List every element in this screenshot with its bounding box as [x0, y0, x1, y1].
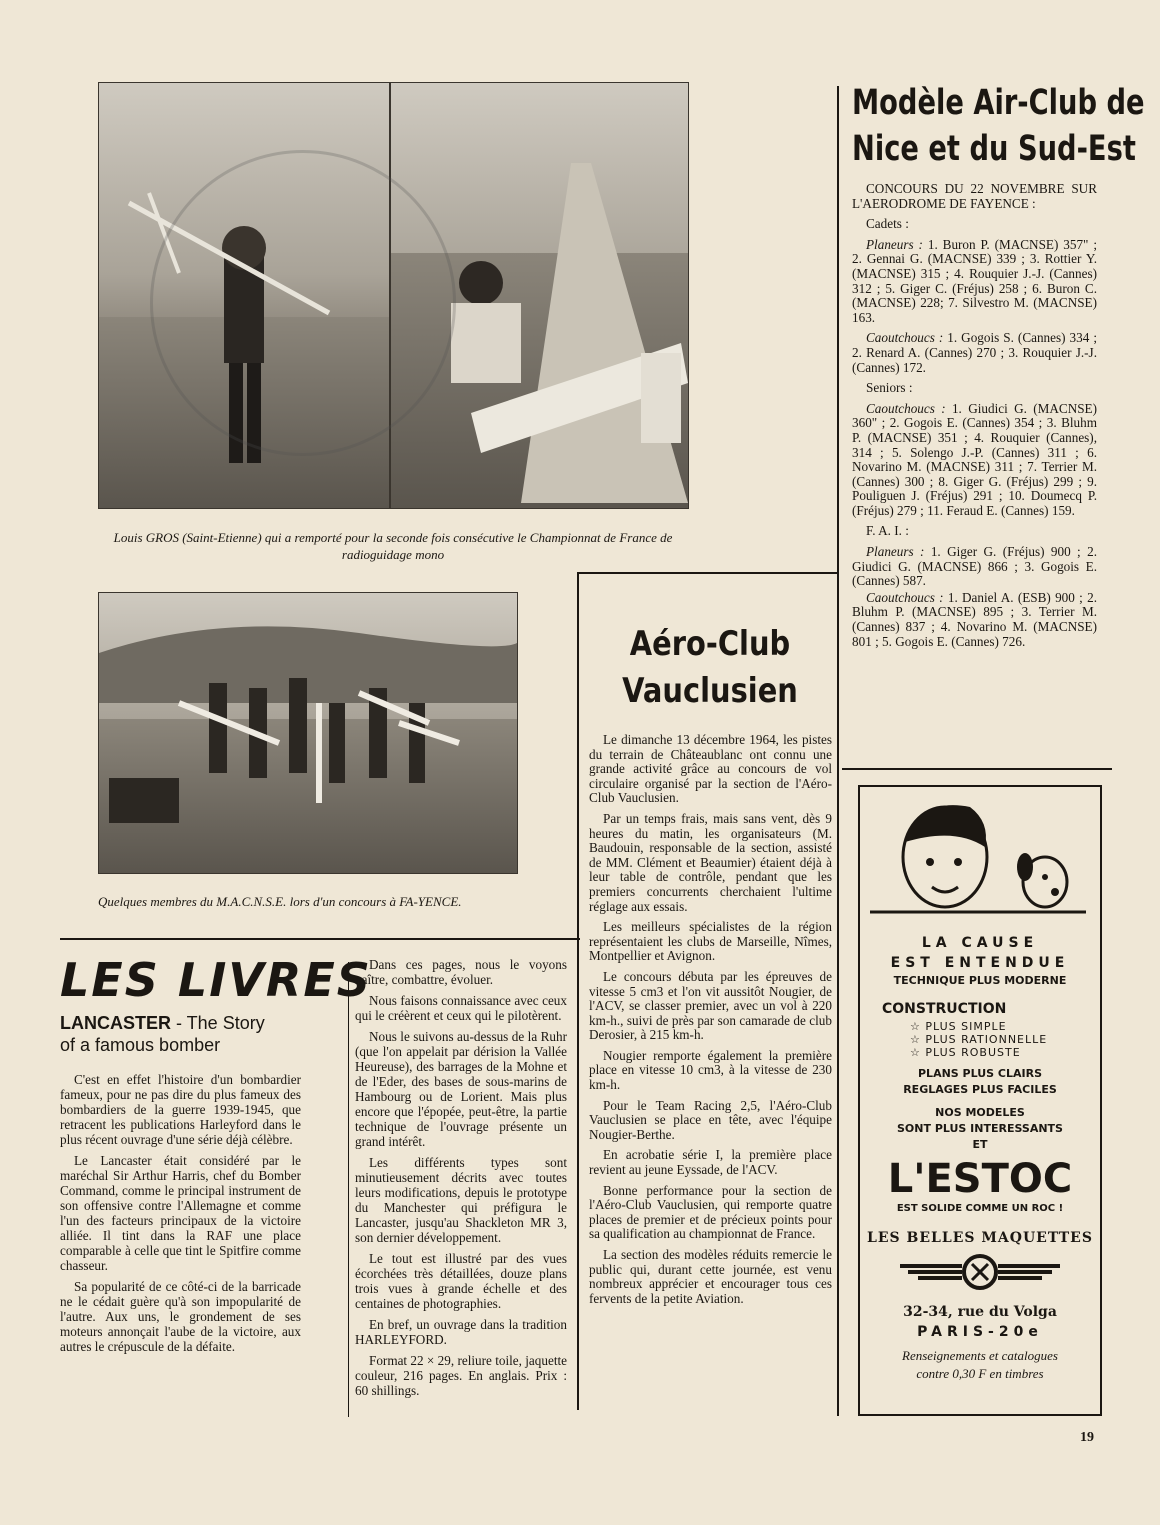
vaucluse-title: Aéro-Club Vauclusien	[622, 624, 798, 711]
star-icon: ☆	[910, 1033, 926, 1046]
star-icon: ☆	[910, 1046, 926, 1059]
photo-caption-1: Louis GROS (Saint-Etienne) qui a remporté pour la seconde fois consécutive le Championnat de France de radioguidage mono	[113, 530, 673, 562]
livres-column-2: Dans ces pages, nous le voyons naître, combattre, évoluer. Nous faisons connaissance avec ceux qui le créèrent et ceux qui le pilotèrent. Nous le suivons au-dessus de la Ruhr (que l'on appelait par dérision la Vallée Heureuse), des barrages de la Mohne et de l'Eder, des bases de sous-marins de Hambourg ou de Lorient. Mais plus encore que l'épopée, peut-être, la partie technique de l'ouvrage présente un grand intérêt. Les différents types sont minutieusement décrits avec toutes leurs modifications, depuis le prototype du Manchester qui préfigura le Lancaster, jusqu'au Shackleton MR 3, son dernier développement. Le tout est illustré par des vues écorchées très détaillées, douze plans trois vues à grande échelle et des centaines de photographies. En bref, un ouvrage dans la tradition HARLEYFORD. Format 22 × 29, reliure toile, jaquette couleur, 216 pages. En anglais. Prix : 60 shillings.	[355, 957, 567, 1398]
vaucluse-body: Le dimanche 13 décembre 1964, les pistes du terrain de Châteaublanc ont connu une grande activité grâce au concours de vol circulaire organisé par la section de l'Aéro-Club Vauclusien. Par un temps frais, mais sans vent, dès 9 heures du matin, les organisateurs (M. Baudouin, responsable de la section, assisté de MM. Clément et Beaumier) étaient déjà à leur table de contrôle, pendant que les premiers concurrents cherchaient l'ultime réglage aux essais. Les meilleurs spécialistes de la région représentaient les clubs de Marseille, Nîmes, Montpellier et Avignon. Le concours débuta par les épreuves de vitesse 5 cm3 et l'on vit aussitôt Nougier, de l'ACV, se classer premier, avec un vol à 220 km-h., suivi de près par son camarade de club Derosier, à 215 km-h. Nougier remporte également la première place en vitesse 10 cm3, à la vitesse de 230 km-h. Pour le Team Racing 2,5, l'Aéro-Club Vauclusien se place en tête, avec l'équipe Nougier-Berthe. En acrobatie série I, la première place revient au jeune Eyssade, de l'ACV. Bonne performance pour la section de l'Aéro-Club Vauclusien, qui remporte quatre places de premier et de précieux points pour sa qualification au championnat de France. La section des modèles réduits remercie le public qui, durant cette journée, est venu nombreux apprécier et encourager tous ces fervents de la petite Aviation.	[589, 732, 832, 1306]
macnse-title: Modèle Air-Club de Nice et du Sud-Est	[852, 83, 1145, 169]
macnse-results: CONCOURS DU 22 NOVEMBRE SUR L'AERODROME DE FAYENCE : Cadets : Planeurs : 1. Buron P. (MACNSE) 357" ; 2. Gennai G. (MACNSE) 339 ; 3. Rottier Y. (MACNSE) 315 ; 4. Rouquier J.-J. (Cannes) 312 ; 5. Giger C. (Fréjus) 258 ; 6. Buron C. (MACNSE) 228; 7. Silvestro M. (MACNSE) 163. Caoutchoucs : 1. Gogois S. (Cannes) 334 ; 2. Renard A. (Cannes) 270 ; 3. Rouquier J.-J. (Cannes) 172. Seniors : Caoutchoucs : 1. Giudici G. (MACNSE) 360" ; 2. Gogois E. (Cannes) 354 ; 3. Bluhm P. (MACNSE) 351 ; 4. Rouquier (Cannes), 314 ; 5. Solengo J.-P. (Cannes) 311 ; 6. Novarino M. (MACNSE) 311 ; 7. Terrier M. (Cannes) 300 ; 8. Giger G. (Fréjus) 299 ; 9. Pouliguen J. (Fréjus) 291 ; 10. Doumecq P. (Fréjus) 279 ; 11. Feraud E. (Cannes) 159. F. A. I. : Planeurs : 1. Giger G. (Fréjus) 900 ; 2. Giudici G. (MACNSE) 866 ; 3. Gogois E. (Cannes) 587. Caoutchoucs : 1. Daniel A. (ESB) 900 ; 2. Bluhm P. (MACNSE) 895 ; 3. Terrier M. (Cannes) 837 ; 4. Novarino M. (MACNSE) 801 ; 5. Gogois E. (Cannes) 726.	[852, 181, 1098, 649]
photo-caption-2: Quelques membres du M.A.C.N.S.E. lors d'un concours à FA-YENCE.	[98, 894, 462, 909]
winged-logo-icon	[890, 1252, 1070, 1292]
page-number: 19	[1080, 1430, 1094, 1445]
photo-macnse-members	[98, 592, 518, 874]
livres-subtitle: LANCASTER - The Story of a famous bomber	[60, 1013, 265, 1055]
star-icon: ☆	[910, 1020, 926, 1033]
advertisement-lestoc: LA CAUSE EST ENTENDUE TECHNIQUE PLUS MODERNE CONSTRUCTION ☆ PLUS SIMPLE ☆ PLUS RATIONNELLE ☆ PLUS ROBUSTE PLANS PLUS CLAIRS REGLAGES PLUS FACILES NOS MODELES SONT PLUS INTERESSANTS ET L'ESTOC EST SOLIDE COMME UN ROC ! LES BELLES MAQUETTES 32-34, rue du Volga PARIS-20e Renseignements et catalogues contre 0,30 F en timbres	[858, 785, 1102, 1416]
cartoon-boy-dog-illustration	[860, 792, 1096, 927]
livres-column-1: C'est en effet l'histoire d'un bombardier fameux, pour ne pas dire du plus fameux des bombardiers de la guerre 1939-1945, que retracent les publications Harleyford dans le plus récent ouvrage d'une série déjà célèbre. Le Lancaster était considéré par le maréchal Sir Arthur Harris, chef du Bomber Command, comme le principal instrument de son offensive contre l'Allemagne et comme l'un des facteurs principaux de la victoire alliée. Il tint dans la RAF une place comparable à celle que tint le Spitfire comme chasseur. Sa popularité de ce côté-ci de la barricade ne le cédait guère qu'à son impopularité de l'autre. Aux uns, le grondement de ses moteurs annonçait l'aube de la victoire, aux autres le crépuscule de la défaite.	[60, 1072, 301, 1354]
photo-illustration	[99, 593, 517, 873]
livres-title: LES LIVRES	[60, 953, 372, 1007]
ad-brand: L'ESTOC	[887, 1156, 1073, 1202]
